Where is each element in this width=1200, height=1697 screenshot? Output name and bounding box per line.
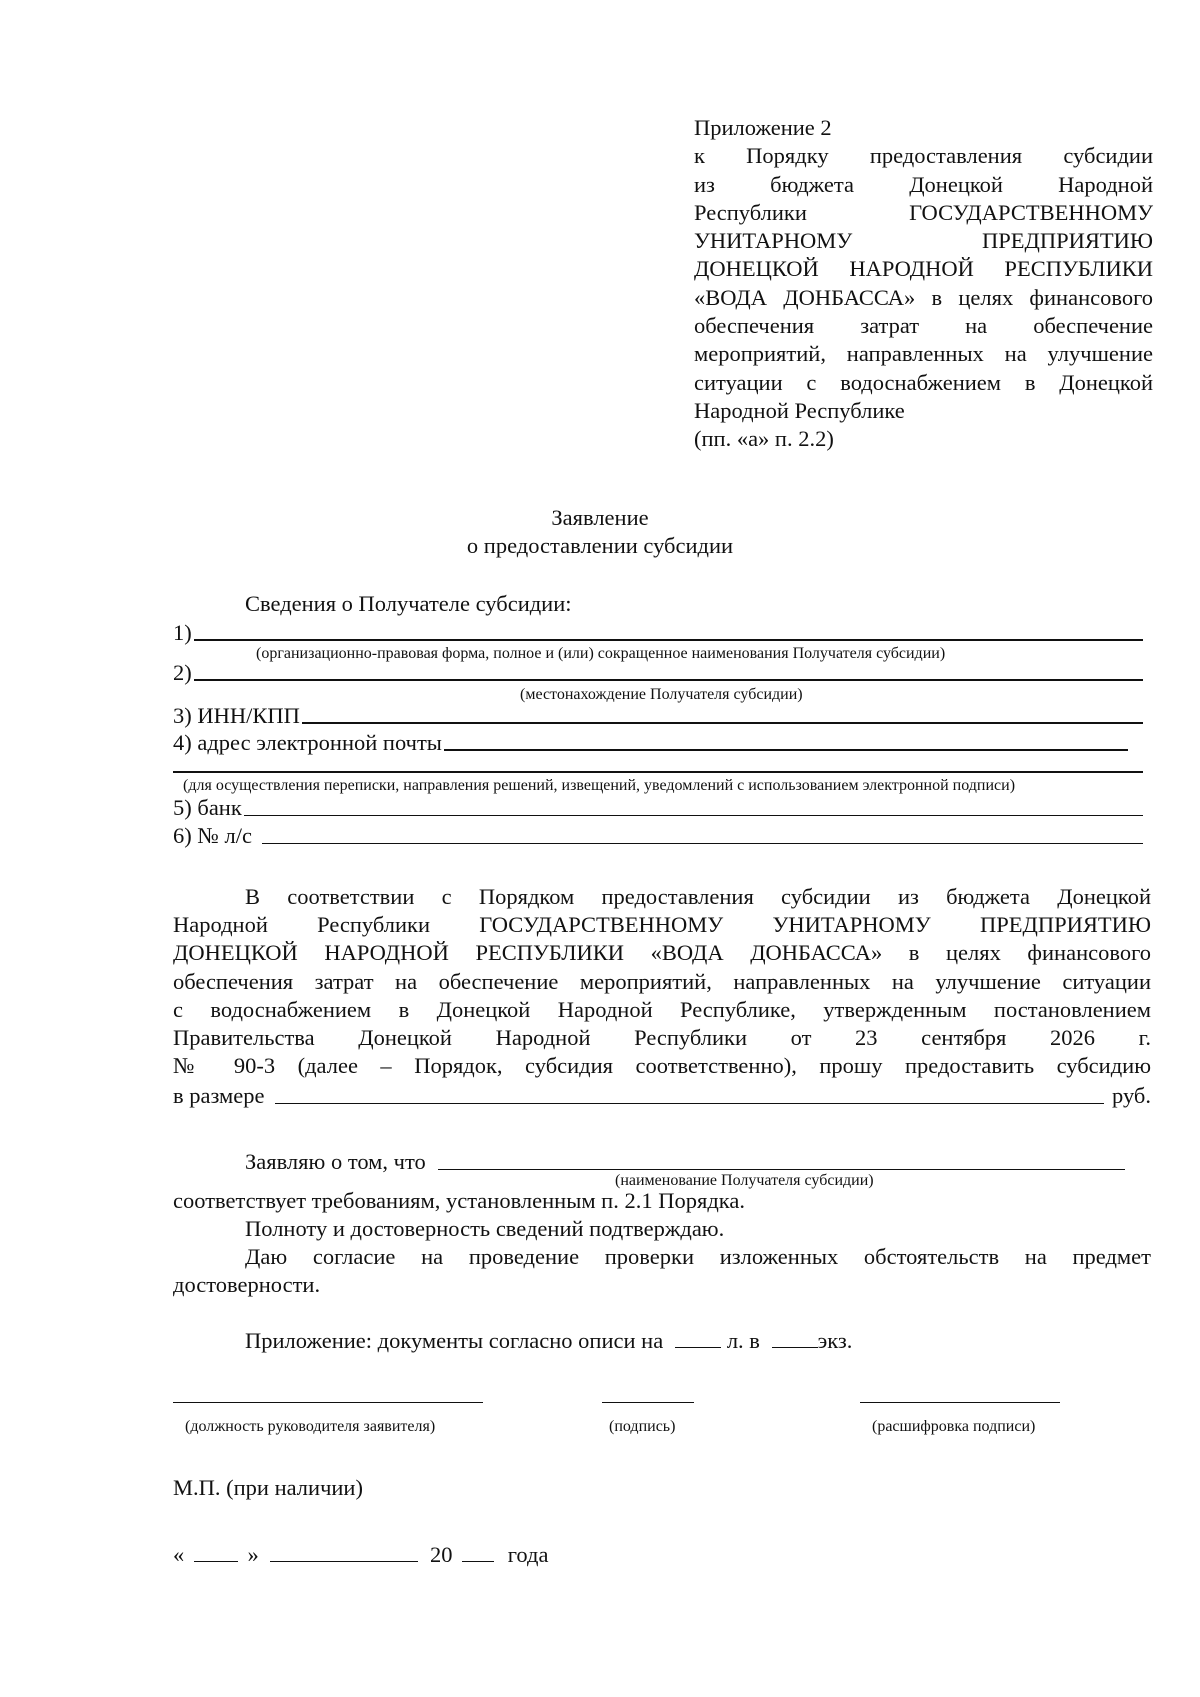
recipient-name-row: [173, 618, 1143, 646]
inn-kpp-field[interactable]: [302, 722, 1143, 724]
recipient-heading: Сведения о Получателе субсидии:: [245, 591, 572, 616]
appendix-line: Приложение 2: [694, 115, 832, 140]
field-caption: (наименование Получателя субсидии): [615, 1172, 874, 1189]
attachment-text: экз.: [817, 1328, 853, 1353]
signature-caption: (подпись): [609, 1418, 676, 1435]
attachment-text: Приложение: документы согласно описи на: [245, 1328, 664, 1353]
day-field[interactable]: [194, 1541, 238, 1562]
year-suffix: года: [507, 1542, 549, 1567]
recipient-address-field[interactable]: [194, 679, 1143, 681]
position-signature-line[interactable]: [173, 1402, 483, 1403]
date-line: [173, 1541, 548, 1569]
decoding-caption: (расшифровка подписи): [872, 1418, 1036, 1435]
appendix-line: обеспечения затрат на обеспечение: [694, 313, 1153, 339]
year-prefix: 20: [430, 1542, 453, 1567]
appendix-header: [694, 114, 1153, 454]
document-subtitle: о предоставлении субсидии: [466, 533, 734, 558]
email-continuation-field[interactable]: [173, 771, 1143, 773]
appendix-line: мероприятий, направленных на улучшение: [694, 341, 1153, 367]
paragraph-line: с водоснабжением в Донецкой Народной Республике, утвержденным постановлением: [173, 996, 1151, 1022]
paragraph-line: обеспечения затрат на обеспечение мероприятий, направленных на улучшение ситуации: [173, 968, 1151, 994]
email-continuation-row: [173, 750, 1143, 778]
declaration-row: [245, 1147, 1125, 1175]
appendix-line: ДОНЕЦКОЙ НАРОДНОЙ РЕСПУБЛИКИ: [694, 256, 1153, 282]
appendix-line: ситуации с водоснабжением в Донецкой: [694, 369, 1153, 395]
paragraph-line: Правительства Донецкой Народной Республики от 23 сентября 2026 г.: [173, 1025, 1151, 1051]
item-label: 3) ИНН/КПП: [173, 703, 300, 728]
bank-field[interactable]: [244, 815, 1143, 816]
item-number: 2): [173, 660, 192, 685]
appendix-line: из бюджета Донецкой Народной: [694, 171, 1153, 197]
signature-line[interactable]: [602, 1402, 694, 1403]
attachment-text: л. в: [726, 1328, 760, 1353]
recipient-name-field[interactable]: [194, 639, 1143, 641]
item-label: 5) банк: [173, 795, 242, 820]
item-label: 6) № л/с: [173, 823, 252, 848]
declaration-line: Полноту и достоверность сведений подтверждаю.: [245, 1216, 725, 1241]
attachment-line: [245, 1327, 852, 1355]
field-caption: (для осуществления переписки, направления решений, извещений, уведомлений с использованием электронной подписи): [183, 777, 1016, 794]
currency-label: руб.: [1112, 1083, 1151, 1108]
signature-decoding-line[interactable]: [860, 1402, 1060, 1403]
appendix-line: УНИТАРНОМУ ПРЕДПРИЯТИЮ: [694, 228, 1153, 254]
date-quote-open: «: [173, 1542, 185, 1567]
field-caption: (организационно-правовая форма, полное и (или) сокращенное наименования Получателя субсидии): [256, 645, 946, 662]
account-field[interactable]: [262, 843, 1143, 844]
amount-field[interactable]: [275, 1103, 1104, 1104]
consent-line: Даю согласие на проведение проверки изложенных обстоятельств на предмет: [245, 1244, 1151, 1269]
position-caption: (должность руководителя заявителя): [185, 1418, 436, 1435]
consent-paragraph: [173, 1243, 1151, 1299]
item-number: 1): [173, 620, 192, 645]
recipient-account-row: [173, 821, 1143, 849]
paragraph-line: № 90-3 (далее – Порядок, субсидия соответственно), прошу предоставить субсидию: [173, 1053, 1151, 1079]
amount-label: в размере: [173, 1083, 265, 1108]
copies-count-field[interactable]: [772, 1327, 818, 1348]
paragraph-line: В соответствии с Порядком предоставления субсидии из бюджета Донецкой: [245, 884, 1151, 909]
appendix-line: к Порядку предоставления субсидии: [694, 143, 1153, 169]
declaration-line: соответствует требованиям, установленным п. 2.1 Порядка.: [173, 1188, 745, 1213]
appendix-line: Народной Республике: [694, 397, 905, 423]
document-title: Заявление: [551, 505, 649, 530]
appendix-line: Республики ГОСУДАРСТВЕННОМУ: [694, 199, 1153, 225]
consent-line: достоверности.: [173, 1272, 321, 1298]
appendix-line: (пп. «а» п. 2.2): [694, 426, 834, 452]
recipient-inn-row: [173, 701, 1143, 729]
year-field[interactable]: [462, 1541, 494, 1562]
pages-count-field[interactable]: [675, 1327, 721, 1348]
date-quote-close: »: [247, 1542, 259, 1567]
item-label: 4) адрес электронной почты: [173, 730, 442, 755]
recipient-bank-row: [173, 793, 1143, 821]
request-paragraph: [173, 883, 1151, 1080]
recipient-address-row: [173, 658, 1143, 686]
stamp-label: М.П. (при наличии): [173, 1475, 363, 1500]
field-caption: (местонахождение Получателя субсидии): [520, 686, 803, 703]
paragraph-line: ДОНЕЦКОЙ НАРОДНОЙ РЕСПУБЛИКИ «ВОДА ДОНБАССА» в целях финансового: [173, 940, 1151, 966]
recipient-name-declaration-field[interactable]: [438, 1169, 1125, 1170]
appendix-line: «ВОДА ДОНБАССА» в целях финансового: [694, 284, 1153, 310]
amount-row: [173, 1081, 1151, 1109]
month-field[interactable]: [270, 1541, 418, 1562]
paragraph-line: Народной Республики ГОСУДАРСТВЕННОМУ УНИТАРНОМУ ПРЕДПРИЯТИЮ: [173, 912, 1151, 938]
declaration-label: Заявляю о том, что: [245, 1149, 426, 1174]
